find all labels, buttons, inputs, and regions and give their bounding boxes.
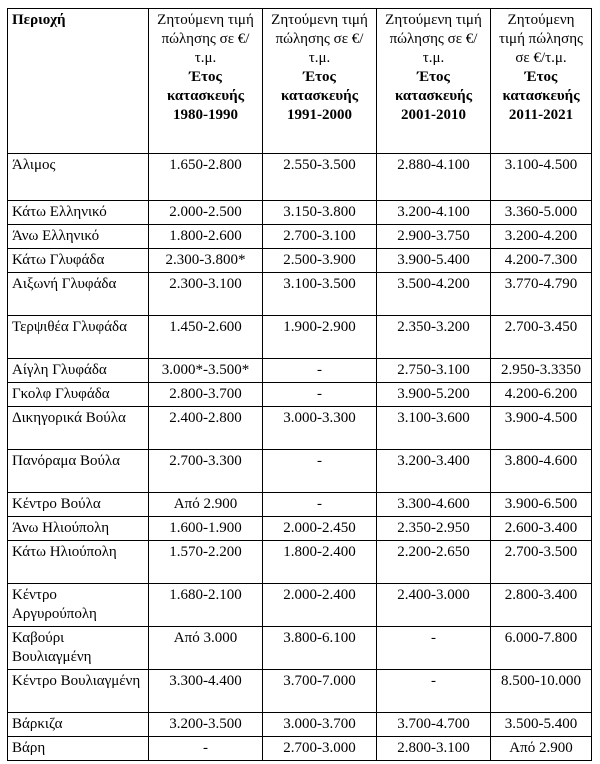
- region-cell: Κάτω Γλυφάδα: [8, 249, 149, 273]
- price-cell: 3.900-4.500: [491, 407, 592, 450]
- price-cell: 2.900-3.750: [377, 225, 491, 249]
- header-row: [8, 9, 592, 154]
- region-cell: Κέντρο Αργυρούπολη: [8, 584, 149, 627]
- table-row: [8, 584, 592, 627]
- price-cell: 2.200-2.650: [377, 541, 491, 584]
- region-cell: Κέντρο Βούλα: [8, 493, 149, 517]
- column-header-label: Ζητούμενη τιμή πώλησης σε €/τ.μ.: [271, 12, 368, 66]
- region-cell: Τερψιθέα Γλυφάδα: [8, 316, 149, 359]
- region-cell: Κάτω Ηλιούπολη: [8, 541, 149, 584]
- column-header-label: Ζητούμενη τιμή πώλησης σε €/τ.μ.: [385, 12, 482, 66]
- region-cell: Άνω Ηλιούπολη: [8, 517, 149, 541]
- price-cell: 2.600-3.400: [491, 517, 592, 541]
- column-header-year-range: Έτος κατασκευής 1980-1990: [166, 69, 245, 123]
- region-cell: Καβούρι Βουλιαγμένη: [8, 627, 149, 670]
- price-cell: 2.300-3.800*: [149, 249, 263, 273]
- price-cell: 3.500-4.200: [377, 273, 491, 316]
- price-cell: 2.700-3.100: [263, 225, 377, 249]
- table-row: [8, 359, 592, 383]
- price-cell: -: [263, 493, 377, 517]
- price-cell: -: [263, 359, 377, 383]
- table-row: [8, 670, 592, 713]
- price-cell: 2.700-3.300: [149, 450, 263, 493]
- region-cell: Γκολφ Γλυφάδα: [8, 383, 149, 407]
- price-cell: 3.800-6.100: [263, 627, 377, 670]
- price-cell: 1.570-2.200: [149, 541, 263, 584]
- price-cell: 3.300-4.400: [149, 670, 263, 713]
- price-cell: 3.100-3.500: [263, 273, 377, 316]
- price-cell: 3.200-4.100: [377, 201, 491, 225]
- price-cell: 6.000-7.800: [491, 627, 592, 670]
- price-cell: 4.200-6.200: [491, 383, 592, 407]
- price-table-container: [7, 8, 592, 761]
- region-cell: Δικηγορικά Βούλα: [8, 407, 149, 450]
- table-row: [8, 493, 592, 517]
- price-cell: 3.200-3.400: [377, 450, 491, 493]
- price-cell: 3.000-3.300: [263, 407, 377, 450]
- price-cell: 2.800-3.700: [149, 383, 263, 407]
- price-cell: 1.680-2.100: [149, 584, 263, 627]
- price-cell: 3.200-4.200: [491, 225, 592, 249]
- table-row: [8, 713, 592, 737]
- price-cell: Από 2.900: [149, 493, 263, 517]
- price-cell: 2.700-3.500: [491, 541, 592, 584]
- table-row: [8, 737, 592, 761]
- region-cell: Κάτω Ελληνικό: [8, 201, 149, 225]
- price-cell: -: [377, 670, 491, 713]
- column-header-year-range: Έτος κατασκευής 1991-2000: [280, 69, 359, 123]
- price-cell: 2.400-3.000: [377, 584, 491, 627]
- table-row: [8, 201, 592, 225]
- price-cell: -: [377, 627, 491, 670]
- region-cell: Βάρη: [8, 737, 149, 761]
- price-cell: 3.900-5.400: [377, 249, 491, 273]
- region-cell: Αιξωνή Γλυφάδα: [8, 273, 149, 316]
- price-cell: 3.300-4.600: [377, 493, 491, 517]
- region-cell: Βάρκιζα: [8, 713, 149, 737]
- table-row: [8, 383, 592, 407]
- price-cell: 2.000-2.450: [263, 517, 377, 541]
- table-row: [8, 517, 592, 541]
- column-header-1980-1990: [149, 9, 263, 154]
- price-cell: 1.600-1.900: [149, 517, 263, 541]
- price-cell: 1.900-2.900: [263, 316, 377, 359]
- price-cell: 1.800-2.400: [263, 541, 377, 584]
- price-cell: Από 3.000: [149, 627, 263, 670]
- price-cell: -: [149, 737, 263, 761]
- price-cell: 3.900-6.500: [491, 493, 592, 517]
- table-row: [8, 316, 592, 359]
- price-cell: 1.450-2.600: [149, 316, 263, 359]
- price-cell: 3.800-4.600: [491, 450, 592, 493]
- price-cell: 8.500-10.000: [491, 670, 592, 713]
- table-row: [8, 450, 592, 493]
- price-cell: 3.000*-3.500*: [149, 359, 263, 383]
- column-header-label: Ζητούμενη τιμή πώλησης σε €/τ.μ.: [157, 12, 254, 66]
- table-row: [8, 154, 592, 201]
- price-cell: 3.100-3.600: [377, 407, 491, 450]
- price-cell: 3.000-3.700: [263, 713, 377, 737]
- price-cell: -: [263, 450, 377, 493]
- region-cell: Πανόραμα Βούλα: [8, 450, 149, 493]
- price-cell: 2.800-3.100: [377, 737, 491, 761]
- price-cell: 2.800-3.400: [491, 584, 592, 627]
- price-cell: 3.900-5.200: [377, 383, 491, 407]
- price-cell: 2.350-3.200: [377, 316, 491, 359]
- table-row: [8, 541, 592, 584]
- price-cell: 3.150-3.800: [263, 201, 377, 225]
- price-cell: Από 2.900: [491, 737, 592, 761]
- price-cell: -: [263, 383, 377, 407]
- table-row: [8, 225, 592, 249]
- price-cell: 1.650-2.800: [149, 154, 263, 201]
- price-cell: 3.200-3.500: [149, 713, 263, 737]
- table-row: [8, 407, 592, 450]
- price-cell: 3.360-5.000: [491, 201, 592, 225]
- price-cell: 2.000-2.400: [263, 584, 377, 627]
- price-cell: 2.700-3.450: [491, 316, 592, 359]
- price-cell: 2.400-2.800: [149, 407, 263, 450]
- price-cell: 2.000-2.500: [149, 201, 263, 225]
- region-cell: Αίγλη Γλυφάδα: [8, 359, 149, 383]
- column-header-2001-2010: [377, 9, 491, 154]
- column-header-label: Ζητούμενη τιμή πώλησης σε €/τ.μ.: [498, 12, 583, 66]
- price-table: [7, 8, 592, 761]
- column-header-1991-2000: [263, 9, 377, 154]
- region-column-header: Περιοχή: [8, 9, 149, 154]
- price-cell: 4.200-7.300: [491, 249, 592, 273]
- price-cell: 2.500-3.900: [263, 249, 377, 273]
- column-header-year-range: Έτος κατασκευής 2011-2021: [502, 69, 580, 123]
- table-row: [8, 249, 592, 273]
- table-row: [8, 273, 592, 316]
- region-cell: Κέντρο Βουλιαγμένη: [8, 670, 149, 713]
- price-cell: 2.550-3.500: [263, 154, 377, 201]
- price-cell: 2.300-3.100: [149, 273, 263, 316]
- region-cell: Άλιμος: [8, 154, 149, 201]
- price-cell: 2.350-2.950: [377, 517, 491, 541]
- region-cell: Άνω Ελληνικό: [8, 225, 149, 249]
- price-cell: 3.700-4.700: [377, 713, 491, 737]
- price-cell: 2.750-3.100: [377, 359, 491, 383]
- price-cell: 3.770-4.790: [491, 273, 592, 316]
- price-cell: 3.100-4.500: [491, 154, 592, 201]
- price-cell: 2.880-4.100: [377, 154, 491, 201]
- price-cell: 1.800-2.600: [149, 225, 263, 249]
- table-row: [8, 627, 592, 670]
- price-cell: 3.700-7.000: [263, 670, 377, 713]
- price-cell: 2.700-3.000: [263, 737, 377, 761]
- column-header-2011-2021: [491, 9, 592, 154]
- column-header-year-range: Έτος κατασκευής 2001-2010: [394, 69, 473, 123]
- price-cell: 2.950-3.3350: [491, 359, 592, 383]
- price-cell: 3.500-5.400: [491, 713, 592, 737]
